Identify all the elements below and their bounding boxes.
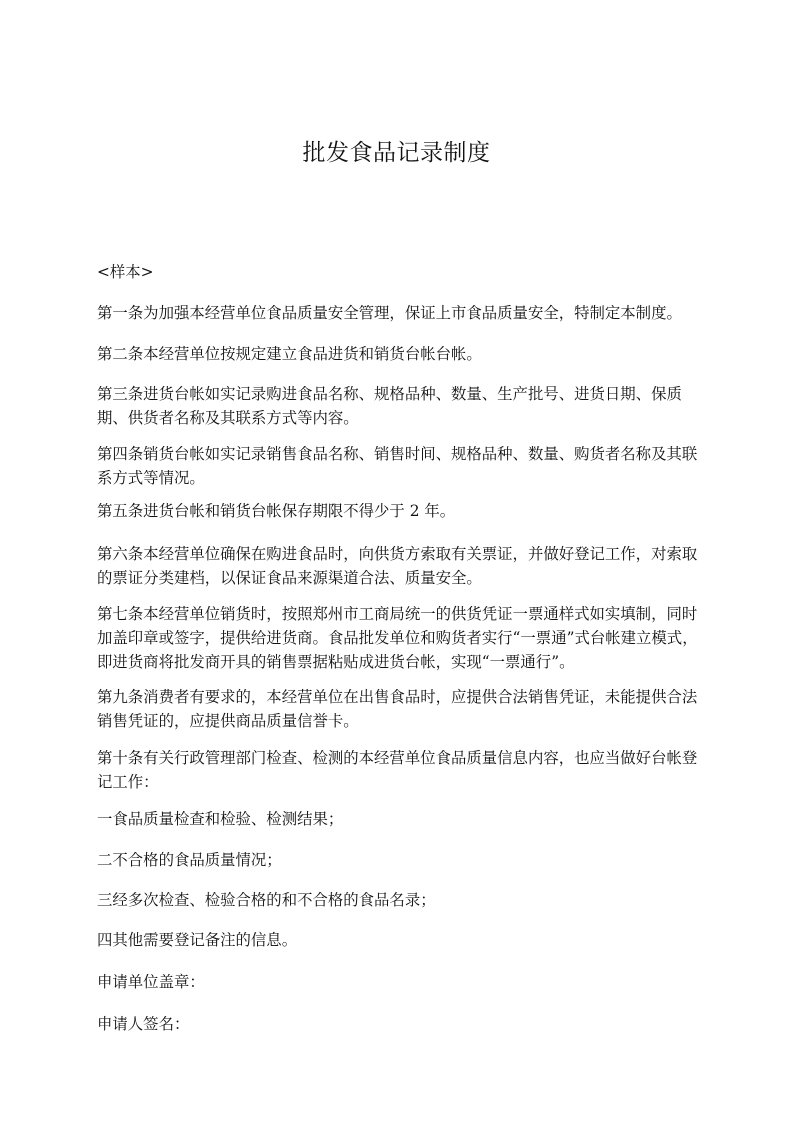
paragraph-article-6: 第六条本经营单位确保在购进食品时，向供货方索取有关票证，并做好登记工作，对索取的票证分类建档，以保证食品来源渠道合法、质量安全。 [97, 545, 698, 587]
list-item-3: 三经多次检查、检验合格的和不合格的食品名录； [97, 891, 436, 909]
list-item-2: 二不合格的食品质量情况； [97, 851, 282, 869]
applicant-seal-label: 申请单位盖章： [97, 973, 205, 991]
list-item-4: 四其他需要登记备注的信息。 [97, 931, 298, 949]
applicant-signature-label: 申请人签名： [97, 1015, 190, 1033]
paragraph-article-3: 第三条进货台帐如实记录购进食品名称、规格品种、数量、生产批号、进货日期、保质期、供货者名称及其联系方式等内容。 [97, 385, 682, 427]
list-item-1: 一食品质量检查和检验、检测结果； [97, 810, 344, 828]
document-title: 批发食品记录制度 [302, 140, 491, 166]
paragraph-article-2: 第二条本经营单位按规定建立食品进货和销货台帐台帐。 [97, 345, 482, 363]
paragraph-article-5: 第五条进货台帐和销货台帐保存期限不得少于 2 年。 [97, 502, 456, 520]
paragraph-article-7: 第七条本经营单位销货时，按照郑州市工商局统一的供货凭证一票通样式如实填制，同时加盖印章或签字，提供给进货商。食品批发单位和购货者实行“一票通”式台帐建立模式，即进货商将批发商开具的销售票据粘贴成进货台帐，实现“一票通行”。 [97, 605, 698, 671]
paragraph-article-10: 第十条有关行政管理部门检查、检测的本经营单位食品质量信息内容，也应当做好台帐登记工作： [97, 749, 698, 791]
paragraph-article-1: 第一条为加强本经营单位食品质量安全管理，保证上市食品质量安全，特制定本制度。 [97, 304, 682, 322]
sample-label: <样本> [97, 263, 154, 281]
paragraph-article-9: 第九条消费者有要求的，本经营单位在出售食品时，应提供合法销售凭证，未能提供合法销售凭证的，应提供商品质量信誉卡。 [97, 688, 698, 730]
paragraph-article-4: 第四条销货台帐如实记录销售食品名称、销售时间、规格品种、数量、购货者名称及其联系方式等情况。 [97, 445, 698, 487]
